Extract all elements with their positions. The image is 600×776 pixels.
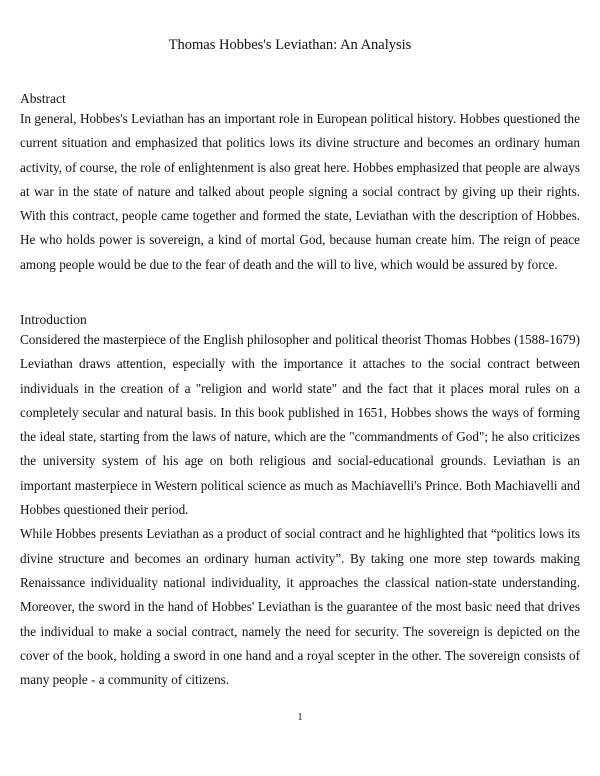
introduction-section xyxy=(20,311,580,692)
introduction-paragraph: While Hobbes presents Leviathan as a product of social contract and he highlighted that “politics lows its divine structure and becomes an ordinary human activity”. By taking one more step towards making Renaissance individuality national individuality, it approaches the classical nation-state understanding. Moreover, the sword in the hand of Hobbes' Leviathan is the guarantee of the most basic need that drives the individual to make a social contract, namely the need for security. The sovereign is depicted on the cover of the book, holding a sword in one hand and a royal scepter in the other. The sovereign consists of many people - a community of citizens. xyxy=(20,526,580,688)
introduction-heading: Introduction xyxy=(20,312,87,327)
abstract-section xyxy=(20,90,580,277)
page-number: 1 xyxy=(297,712,303,723)
introduction-paragraph: Considered the masterpiece of the English philosopher and political theorist Thomas Hobbes (1588-1679) Leviathan draws attention, especially with the importance it attaches to the social contract between individuals in the creation of a "religion and world state" and the fact that it places moral rules on a completely secular and natural basis. In this book published in 1651, Hobbes shows the ways of forming the ideal state, starting from the laws of nature, which are the "commandments of God"; he also criticizes the university system of his age on both religious and social-educational grounds. Leviathan is an important masterpiece in Western political science as much as Machiavelli's Prince. Both Machiavelli and Hobbes questioned their period. xyxy=(20,332,580,518)
abstract-heading: Abstract xyxy=(20,91,66,106)
document-title: Thomas Hobbes's Leviathan: An Analysis xyxy=(168,37,412,53)
abstract-paragraph: In general, Hobbes's Leviathan has an important role in European political history. Hobbes questioned the current situation and emphasized that politics lows its divine structure and becomes an ordinary human activity, of course, the role of enlightenment is also great here. Hobbes emphasized that people are always at war in the state of nature and talked about people signing a social contract by giving up their rights. With this contract, people came together and formed the state, Leviathan with the description of Hobbes. He who holds power is sovereign, a kind of mortal God, because human create him. The reign of peace among people would be due to the fear of death and the will to live, which would be assured by force. xyxy=(20,111,580,272)
